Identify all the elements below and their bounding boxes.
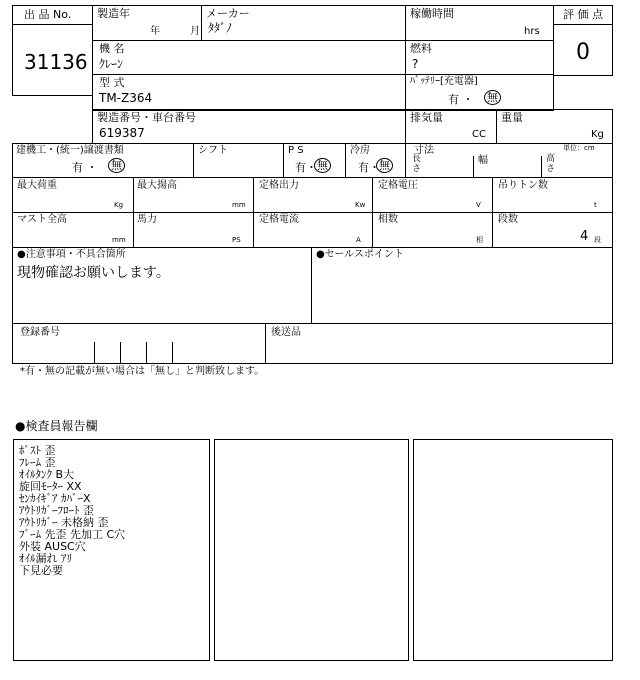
- caution-text: 現物確認お願いします。: [17, 265, 170, 281]
- height-label: 高 さ: [546, 154, 556, 174]
- type-label: 型 式: [99, 76, 125, 89]
- shift-label: シフト: [198, 145, 228, 156]
- battery-no: 無: [484, 90, 501, 105]
- model-name-value: ｸﾚｰﾝ: [99, 57, 124, 71]
- rated-voltage-label: 定格電圧: [378, 180, 418, 191]
- hours-label: 稼働時間: [410, 7, 454, 20]
- dim-unit: 単位：cm: [563, 144, 595, 152]
- cert-label: 建機工・(統一)譲渡書類: [16, 145, 124, 156]
- max-lift-unit: mm: [232, 201, 246, 209]
- serial-label: 製造番号・車台番号: [97, 111, 196, 124]
- rating-label: 評 価 点: [563, 8, 603, 21]
- caution-label: ●注意事項・不具合箇所: [17, 249, 126, 260]
- inspection-line: ｱｳﾄﾘｶﾞｰﾌﾛｰﾄ 歪: [19, 504, 94, 517]
- battery-label: ﾊﾞｯﾃﾘｰ[充電器]: [410, 76, 478, 87]
- inspection-title: ●検査員報告欄: [15, 419, 98, 433]
- lift-ton-unit: t: [594, 201, 597, 209]
- stages-label: 段数: [498, 214, 518, 225]
- model-name-label: 機 名: [99, 42, 125, 55]
- cool-label: 冷房: [350, 145, 370, 156]
- inspection-line: ﾌﾞｰﾑ 先歪 先加工 C穴: [19, 528, 126, 541]
- horsepower-label: 馬力: [137, 214, 157, 225]
- mast-height-unit: mm: [112, 236, 126, 244]
- rated-voltage-unit: V: [476, 201, 481, 209]
- shipping-label: 後送品: [271, 327, 301, 338]
- item-no-value: 31136: [24, 50, 88, 74]
- rating-value: 0: [576, 40, 590, 65]
- inspection-line: ｱｳﾄﾘｶﾞｰ 未格納 歪: [19, 516, 109, 529]
- weight-label: 重量: [501, 111, 523, 124]
- sales-label: ●セールスポイント: [316, 249, 404, 260]
- cert-yes: 有 ・: [72, 161, 98, 174]
- inspection-line: 旋回ﾓｰﾀｰ XX: [19, 480, 82, 493]
- inspection-line: ｾﾝｶｲｷﾞｱ ｶﾊﾞｰX: [19, 492, 91, 505]
- rated-output-label: 定格出力: [259, 180, 299, 191]
- displacement-label: 排気量: [410, 111, 443, 124]
- weight-unit: Kg: [591, 129, 604, 140]
- rated-current-label: 定格電流: [259, 214, 299, 225]
- rated-output-unit: Kw: [355, 201, 366, 209]
- ps-yes: 有・: [295, 161, 317, 174]
- mast-height-label: マスト全高: [17, 214, 67, 225]
- phase-label: 相数: [378, 214, 398, 225]
- max-lift-label: 最大揚高: [137, 180, 177, 191]
- inspection-box-3: [413, 439, 613, 661]
- inspection-line: ｵｲﾙﾀﾝｸ B大: [19, 468, 75, 481]
- cert-no: 無: [108, 158, 125, 173]
- battery-yes: 有 ・: [448, 93, 474, 106]
- item-no-label: 出 品 No.: [24, 8, 72, 21]
- reg-label: 登録番号: [20, 327, 60, 338]
- inspection-notes: [19, 445, 125, 577]
- maker-label: メーカー: [206, 7, 250, 20]
- inspection-box-2: [214, 439, 409, 661]
- length-label: 長 さ: [412, 154, 422, 174]
- rated-current-unit: A: [356, 236, 361, 244]
- spec-block: [12, 143, 613, 248]
- max-load-label: 最大荷重: [17, 180, 57, 191]
- ps-label: P S: [288, 145, 304, 156]
- serial-value: 619387: [99, 126, 145, 140]
- inspection-line: ｵｲﾙ漏れ ｱﾘ: [19, 552, 72, 565]
- cool-no: 無: [376, 158, 393, 173]
- year-suffix-year: 年: [150, 26, 160, 37]
- displacement-unit: CC: [472, 129, 486, 140]
- year-label: 製造年: [97, 7, 130, 20]
- horsepower-unit: PS: [232, 236, 241, 244]
- inspection-line: ﾎﾟｽﾄ 歪: [19, 444, 56, 457]
- ps-no: 無: [314, 158, 331, 173]
- inspection-line: 下見必要: [19, 564, 63, 577]
- hours-unit: hrs: [524, 26, 540, 37]
- footnote: *有・無の記載が無い場合は「無し」と判断致します。: [20, 366, 265, 377]
- fuel-label: 燃料: [410, 42, 432, 55]
- lift-ton-label: 吊りトン数: [498, 180, 548, 191]
- fuel-value: ?: [412, 57, 419, 71]
- stages-unit: 段: [594, 236, 601, 244]
- maker-value: ﾀﾀﾞﾉ: [208, 21, 233, 35]
- year-suffix-month: 月: [190, 26, 200, 37]
- type-value: TM-Z364: [99, 91, 153, 105]
- phase-unit: 相: [476, 236, 483, 244]
- width-label: 幅: [478, 155, 488, 166]
- inspection-line: ﾌﾚｰﾑ 歪: [19, 456, 56, 469]
- dim-label: 寸法: [414, 145, 434, 156]
- inspection-line: 外装 AUSC穴: [19, 540, 86, 553]
- cool-yes: 有・: [358, 161, 380, 174]
- max-load-unit: Kg: [114, 201, 124, 209]
- stages-value: 4: [580, 229, 589, 244]
